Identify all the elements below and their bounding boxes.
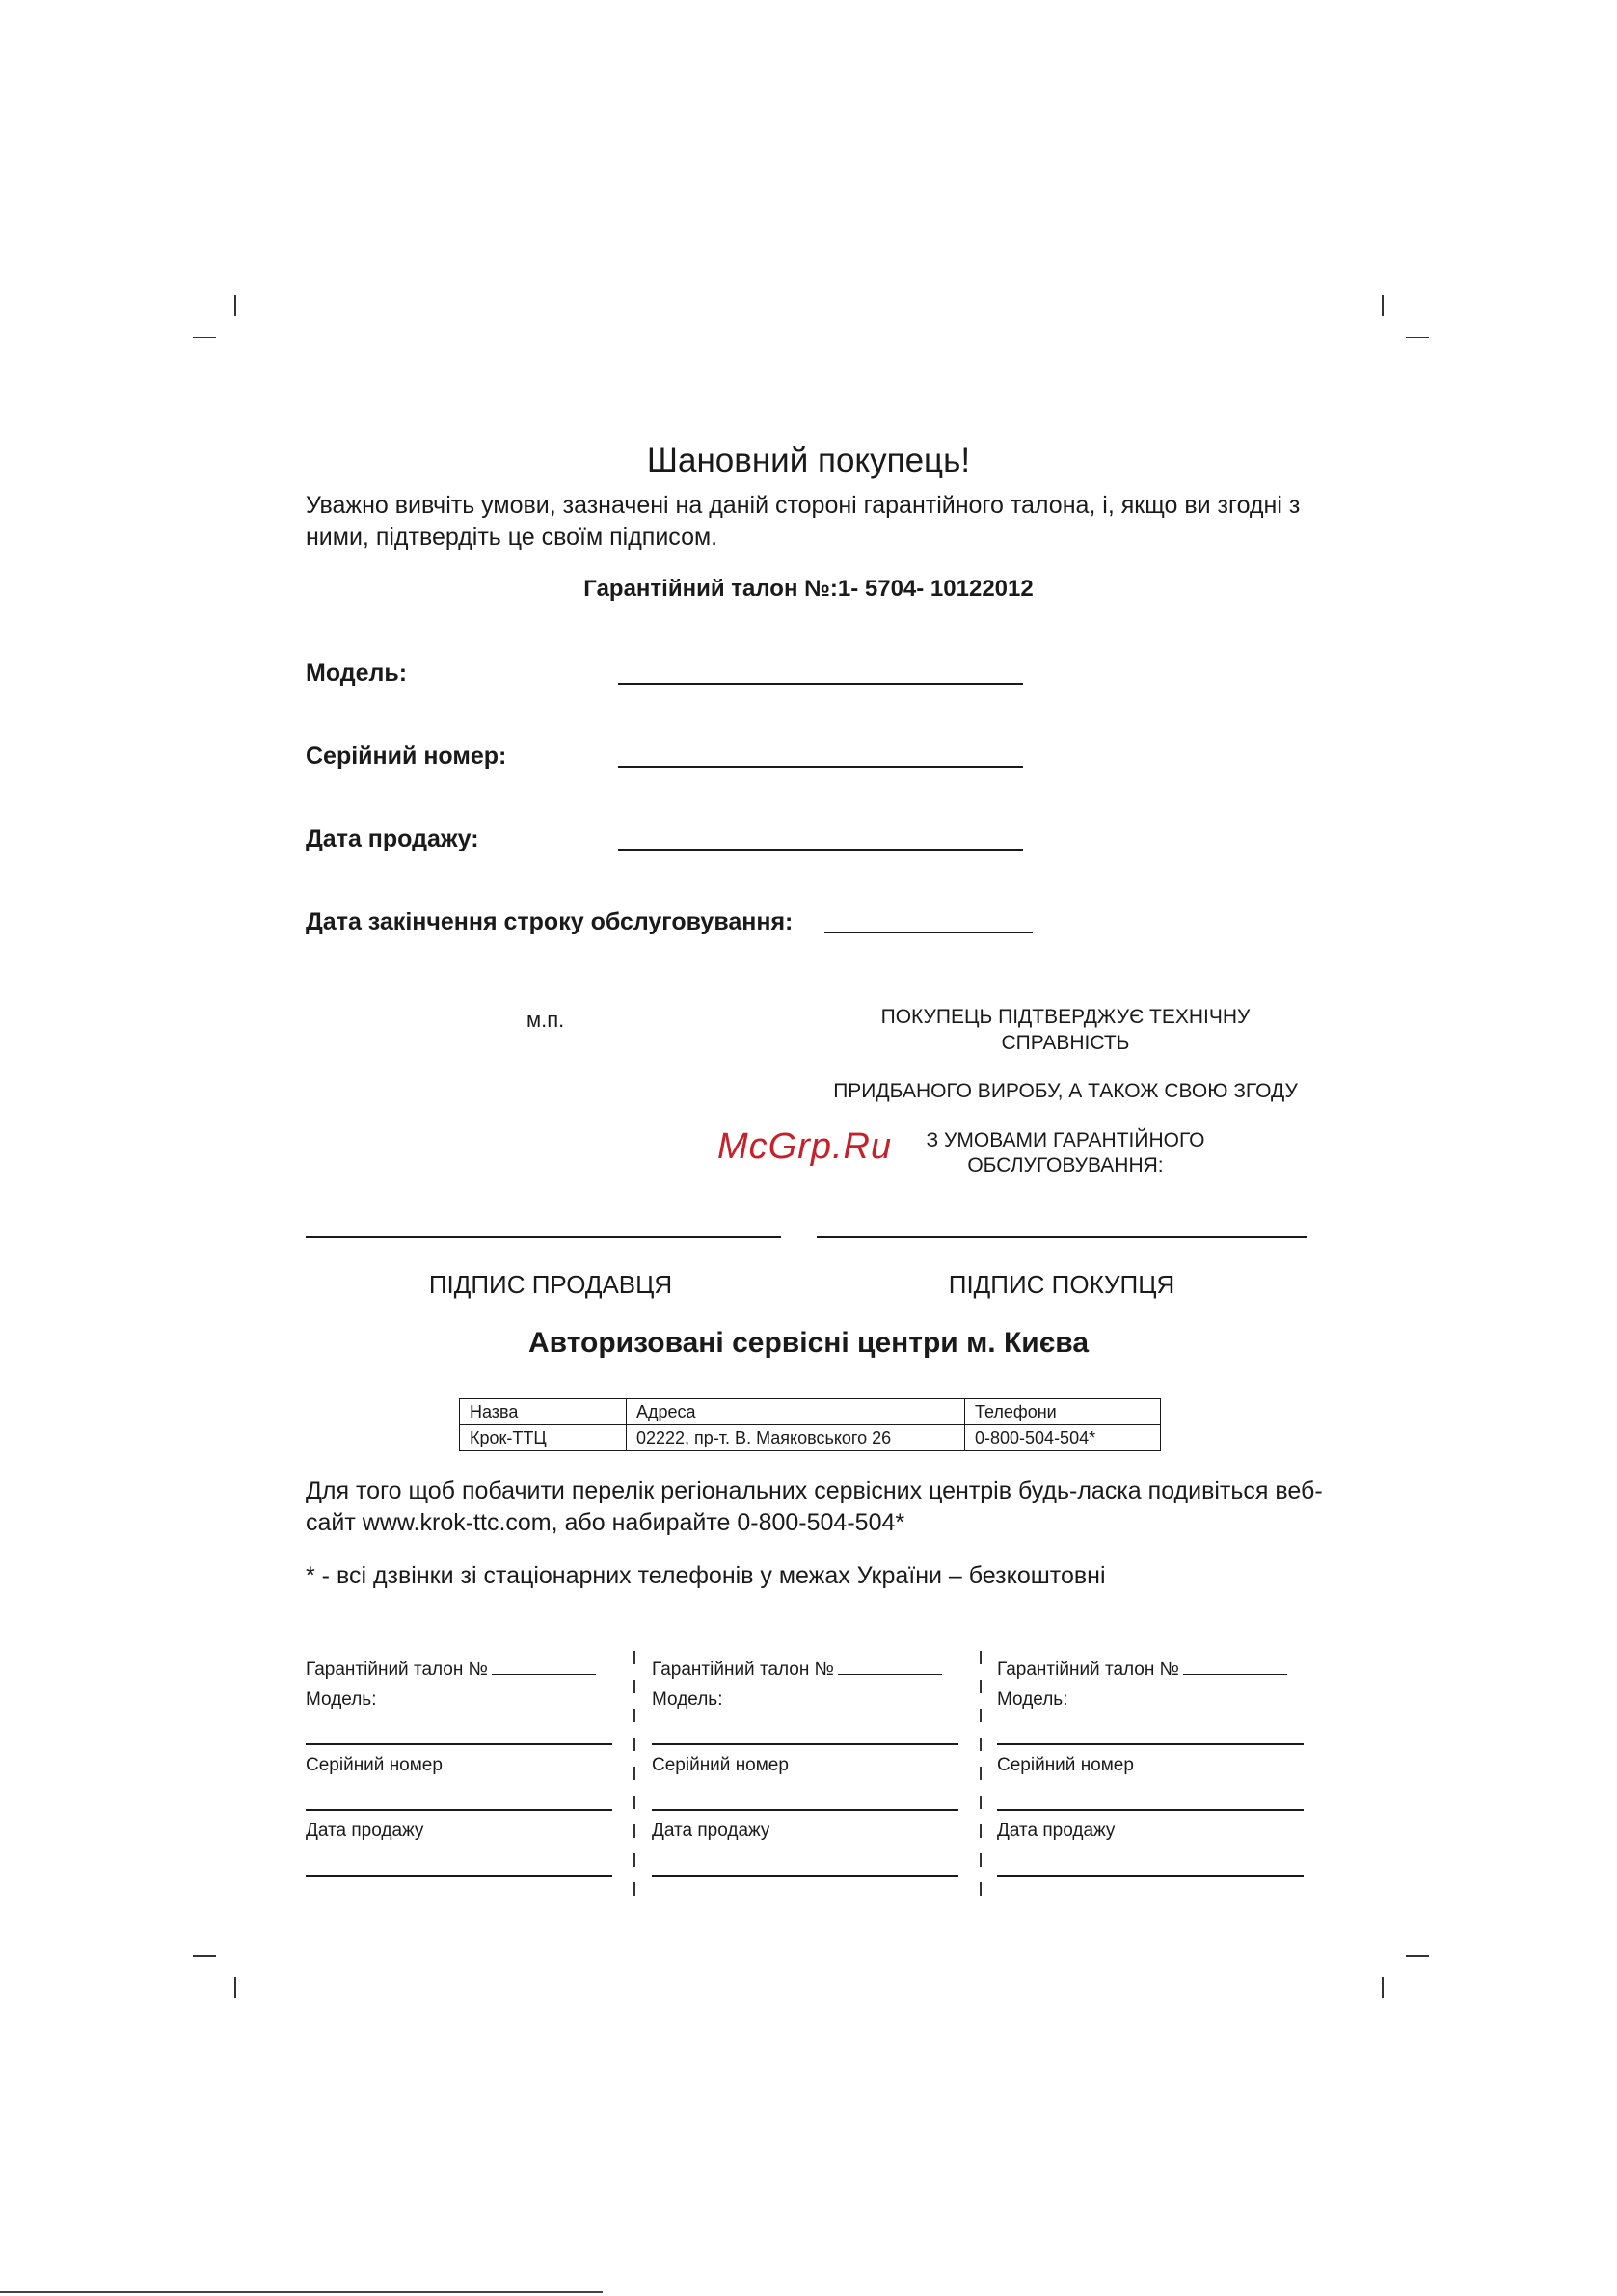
coupon-sale-date-field[interactable] <box>306 1875 612 1877</box>
coupon-sale-date-field[interactable] <box>997 1875 1304 1877</box>
coupon-serial-label: Серійний номер <box>652 1755 789 1775</box>
header-address: Адреса <box>627 1399 965 1425</box>
sale-date-field[interactable] <box>618 849 1023 851</box>
cut-dash <box>633 1680 635 1693</box>
buyer-confirm-line-2: СПРАВНІСТЬ <box>1001 1032 1130 1054</box>
cut-dash <box>633 1853 635 1867</box>
crop-mark <box>1382 295 1384 316</box>
coupon-model-label: Модель: <box>997 1689 1068 1710</box>
header-name: Назва <box>460 1399 627 1425</box>
cut-dash <box>980 1824 982 1838</box>
coupon-serial-label: Серійний номер <box>306 1755 443 1775</box>
buyer-confirm-line-4: З УМОВАМИ ГАРАНТІЙНОГО <box>926 1129 1205 1151</box>
serial-label: Серійний номер: <box>306 743 507 770</box>
header-phones: Телефони <box>965 1399 1161 1425</box>
model-field[interactable] <box>618 683 1023 685</box>
coupon-model-label: Модель: <box>652 1689 723 1710</box>
buyer-confirm-line-5: ОБСЛУГОВУВАННЯ: <box>967 1154 1164 1176</box>
coupon-sale-date-label: Дата продажу <box>997 1821 1116 1841</box>
service-end-label: Дата закінчення строку обслуговування: <box>306 908 794 935</box>
seller-signature-line[interactable] <box>306 1236 781 1238</box>
coupon-title: Гарантійний талон № <box>997 1660 1180 1680</box>
coupon-sale-date-field[interactable] <box>652 1875 958 1877</box>
crop-mark <box>193 337 216 338</box>
cut-dash <box>633 1824 635 1838</box>
service-end-field[interactable] <box>824 932 1033 933</box>
coupon-number-field[interactable] <box>492 1657 596 1675</box>
buyer-confirm-line-1: ПОКУПЕЦЬ ПІДТВЕРДЖУЄ ТЕХНІЧНУ <box>880 1006 1251 1028</box>
sale-date-label: Дата продажу: <box>306 825 479 852</box>
coupon-title: Гарантійний талон № <box>652 1660 835 1680</box>
cut-dash <box>980 1680 982 1693</box>
intro-text: Уважно вивчіть умови, зазначені на даній стороні гарантійного талона, і, якщо ви згодні з ними, підтвердіть це своїм підписом. <box>306 492 1301 551</box>
buyer-signature-line[interactable] <box>817 1236 1307 1238</box>
coupon-model-field[interactable] <box>652 1743 958 1745</box>
cut-dash <box>633 1882 635 1896</box>
footnote: * - всі дзвінки зі стаціонарних телефонів у межах України – безкоштовні <box>306 1562 1106 1589</box>
coupon-serial-label: Серійний номер <box>997 1755 1134 1775</box>
crop-mark <box>234 1977 236 1998</box>
center-address[interactable]: 02222, пр-т. В. Маяковського 26 <box>627 1425 965 1451</box>
coupon-model-field[interactable] <box>997 1743 1304 1745</box>
table-row <box>460 1425 1161 1451</box>
crop-mark <box>1406 337 1429 338</box>
coupon-title-row <box>652 1657 942 1681</box>
coupon-sale-date-label: Дата продажу <box>306 1821 424 1841</box>
buyer-signature-label: ПІДПИС ПОКУПЦЯ <box>948 1270 1175 1299</box>
info-text: Для того щоб побачити перелік регіональних сервісних центрів будь-ласка подивіться веб-сайт www.krok-ttc.com, або набирайте 0-800-504-504* <box>306 1477 1323 1536</box>
buyer-confirm-line-3: ПРИДБАНОГО ВИРОБУ, А ТАКОЖ СВОЮ ЗГОДУ <box>833 1080 1298 1102</box>
cut-dash <box>980 1651 982 1664</box>
cut-dash <box>633 1709 635 1722</box>
cut-dash <box>980 1767 982 1780</box>
coupon-title-row <box>997 1657 1287 1681</box>
cut-dash <box>980 1796 982 1809</box>
coupon-title-row <box>306 1657 596 1681</box>
coupon-title: Гарантійний талон № <box>306 1660 489 1680</box>
cut-dash <box>980 1853 982 1867</box>
ticket-number: Гарантійний талон №:1- 5704- 10122012 <box>583 576 1034 602</box>
stamp-place-label: м.п. <box>526 1008 565 1032</box>
seller-signature-label: ПІДПИС ПРОДАВЦЯ <box>428 1270 673 1299</box>
coupon-model-field[interactable] <box>306 1743 612 1745</box>
cut-dash <box>633 1767 635 1780</box>
bottom-rule <box>0 2291 603 2293</box>
crop-mark <box>234 295 236 316</box>
center-name[interactable]: Крок-ТТЦ <box>460 1425 627 1451</box>
cut-dash <box>633 1738 635 1751</box>
cut-dash <box>633 1651 635 1664</box>
center-phone[interactable]: 0-800-504-504* <box>965 1425 1161 1451</box>
cut-dash <box>980 1882 982 1896</box>
crop-mark <box>1406 1955 1429 1957</box>
coupon-number-field[interactable] <box>838 1657 942 1675</box>
coupon-model-label: Модель: <box>306 1689 377 1710</box>
page-title: Шановний покупець! <box>646 442 971 479</box>
coupon-serial-field[interactable] <box>306 1809 612 1811</box>
service-centers-table <box>459 1398 1161 1451</box>
cut-dash <box>980 1709 982 1722</box>
coupon-sale-date-label: Дата продажу <box>652 1821 770 1841</box>
coupon-serial-field[interactable] <box>652 1809 958 1811</box>
table-header-row <box>460 1399 1161 1425</box>
coupon-number-field[interactable] <box>1183 1657 1287 1675</box>
cut-dash <box>980 1738 982 1751</box>
coupon-serial-field[interactable] <box>997 1809 1304 1811</box>
watermark-logo: McGrp.Ru <box>717 1126 893 1167</box>
crop-mark <box>1382 1977 1384 1998</box>
serial-field[interactable] <box>618 766 1023 768</box>
model-label: Модель: <box>306 660 408 687</box>
service-centers-title: Авторизовані сервісні центри м. Києва <box>527 1327 1089 1359</box>
cut-dash <box>633 1796 635 1809</box>
crop-mark <box>193 1955 216 1957</box>
